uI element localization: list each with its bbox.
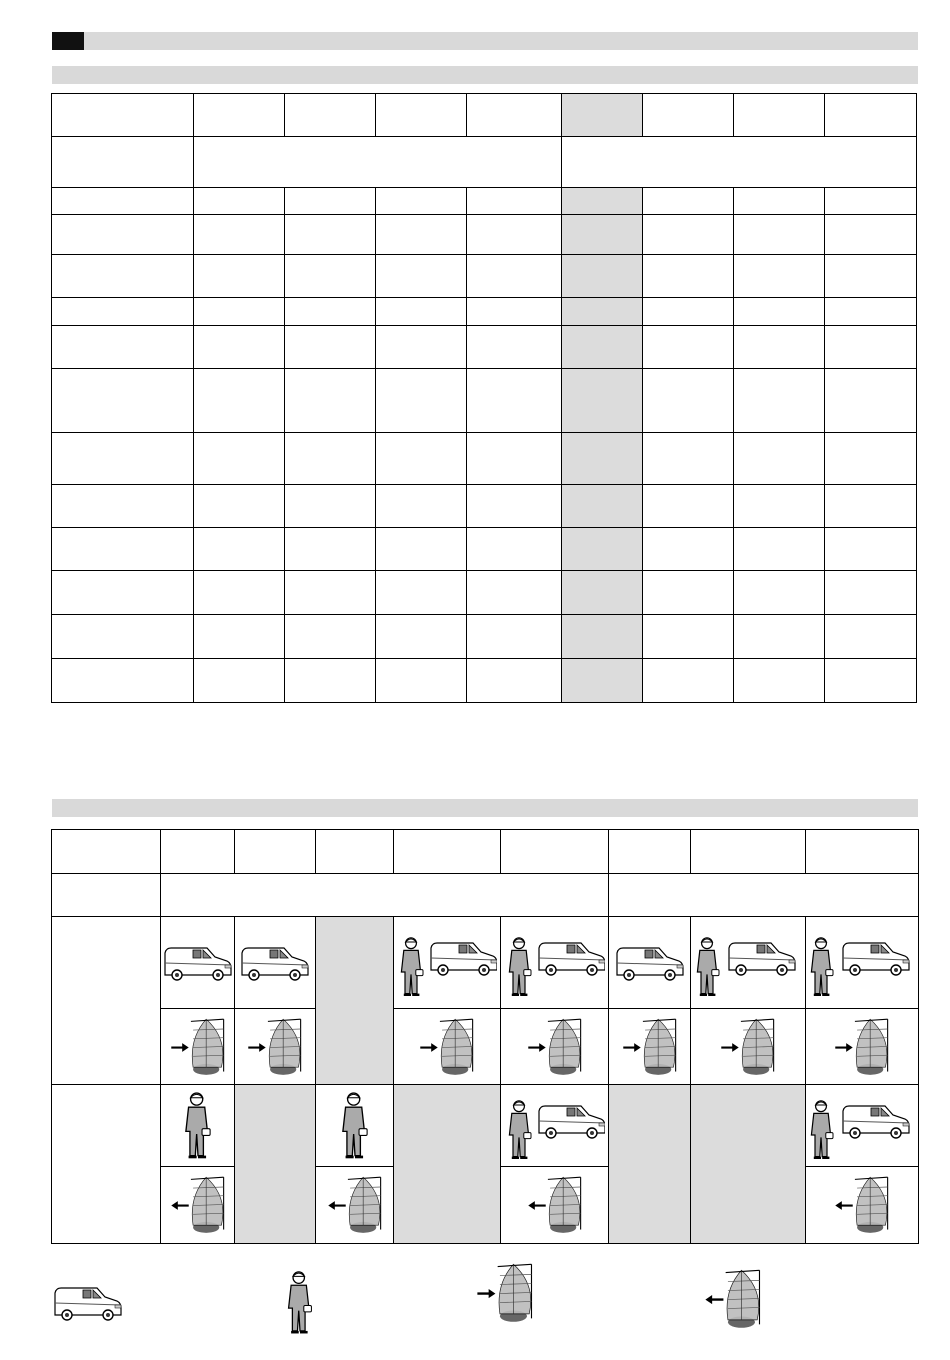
- legend-door-close: [700, 1268, 766, 1330]
- legend-door-open: [472, 1262, 538, 1324]
- worker-van-icon: [807, 928, 917, 998]
- table-row: [52, 326, 917, 369]
- door-open-arrow-icon: [827, 1017, 897, 1077]
- legend-van: [52, 1283, 124, 1323]
- spec-table: [51, 93, 917, 703]
- table-row: [52, 433, 917, 485]
- table-group-row: [52, 137, 917, 188]
- table-row: [52, 528, 917, 571]
- table-row: [52, 215, 917, 255]
- table-header-row: [52, 830, 919, 874]
- worker-van-icon: [397, 928, 497, 998]
- door-close-arrow-icon: [163, 1175, 233, 1235]
- section1-title-bar: [52, 66, 918, 84]
- door-close-arrow-icon: [320, 1175, 390, 1235]
- van-icon: [163, 943, 233, 983]
- worker-icon: [286, 1270, 314, 1336]
- door-open-arrow-icon: [520, 1017, 590, 1077]
- van-icon: [52, 1283, 124, 1323]
- table-row: [52, 571, 917, 615]
- legend-worker: [286, 1270, 314, 1336]
- door-open-arrow-icon: [163, 1017, 233, 1077]
- section-marker: [52, 32, 84, 50]
- table-group-row: [52, 874, 919, 917]
- header-bar: [52, 32, 918, 50]
- table-row: [52, 188, 917, 215]
- door-open-arrow-icon: [472, 1262, 538, 1324]
- section2-title-bar: [52, 799, 918, 817]
- van-icon: [615, 943, 685, 983]
- door-open-arrow-icon: [412, 1017, 482, 1077]
- van-icon: [240, 943, 310, 983]
- door-close-arrow-icon: [520, 1175, 590, 1235]
- table-row: [52, 917, 919, 1009]
- table-header-row: [52, 94, 917, 137]
- worker-van-icon: [505, 928, 605, 998]
- table-row: [52, 298, 917, 326]
- table-row: [52, 1009, 919, 1085]
- door-close-arrow-icon: [827, 1175, 897, 1235]
- door-open-arrow-icon: [615, 1017, 685, 1077]
- table-row: [52, 615, 917, 659]
- table-row: [52, 255, 917, 298]
- table-row: [52, 369, 917, 433]
- function-table: [51, 829, 919, 1244]
- worker-van-icon: [693, 928, 803, 998]
- door-open-arrow-icon: [713, 1017, 783, 1077]
- worker-icon: [183, 1091, 213, 1161]
- table-row: [52, 485, 917, 528]
- table-row: [52, 659, 917, 703]
- door-open-arrow-icon: [240, 1017, 310, 1077]
- table-row: [52, 1085, 919, 1167]
- worker-van-icon: [807, 1091, 917, 1161]
- worker-icon: [340, 1091, 370, 1161]
- door-close-arrow-icon: [700, 1268, 766, 1330]
- worker-van-icon: [505, 1091, 605, 1161]
